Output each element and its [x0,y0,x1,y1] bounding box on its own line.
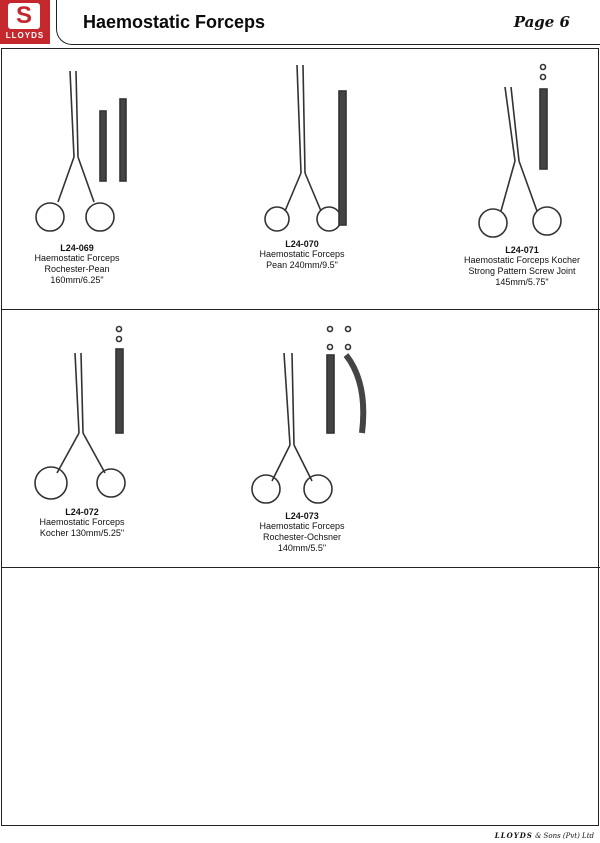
product-desc: 160mm/6.25" [50,275,104,285]
logo-letter: S [15,2,32,29]
logo-s-mark [8,3,40,29]
forceps-image-kocher-strong [467,61,577,241]
product-code: L24-073 [285,511,319,521]
logo-brand-text: LLOYDS [5,31,45,40]
product-code: L24-070 [285,239,319,249]
page-title: Haemostatic Forceps [83,12,266,32]
page-number: Page 6 [513,13,570,31]
product-desc: Strong Pattern Screw Joint [468,266,576,276]
product-desc: Rochester-Pean [44,264,110,274]
product-desc: Rochester-Ochsner [262,532,342,542]
forceps-image-rochester-pean [22,67,132,239]
footer-rest: & Sons (Pvt) Ltd [532,832,594,840]
product-desc: Haemostatic Forceps [39,517,125,527]
product-desc: Haemostatic Forceps [259,521,345,531]
product-card [227,63,377,271]
row-divider [2,309,600,310]
product-desc: Kocher 130mm/5.25" [39,528,125,538]
catalog-grid [1,48,599,826]
row-divider [2,567,600,568]
product-desc: 140mm/5.5" [277,543,327,553]
forceps-image-pean [247,63,357,235]
product-code: L24-069 [60,243,94,253]
product-card [12,67,142,286]
forceps-image-rochester-ochsner [232,323,372,507]
product-card [12,323,152,539]
product-desc: Haemostatic Forceps [259,249,345,259]
footer-brand: LLOYDS [494,831,533,840]
product-desc: 145mm/5.75" [495,277,549,287]
lloyds-logo [0,0,50,44]
product-desc: Pean 240mm/9.5" [266,260,338,270]
product-code: L24-072 [65,507,99,517]
product-card [232,323,372,554]
product-code: L24-071 [505,245,539,255]
product-desc: Haemostatic Forceps Kocher [463,255,581,265]
product-desc: Haemostatic Forceps [34,253,120,263]
forceps-image-kocher [17,323,147,503]
footer-company [495,831,594,840]
product-card [447,61,597,288]
